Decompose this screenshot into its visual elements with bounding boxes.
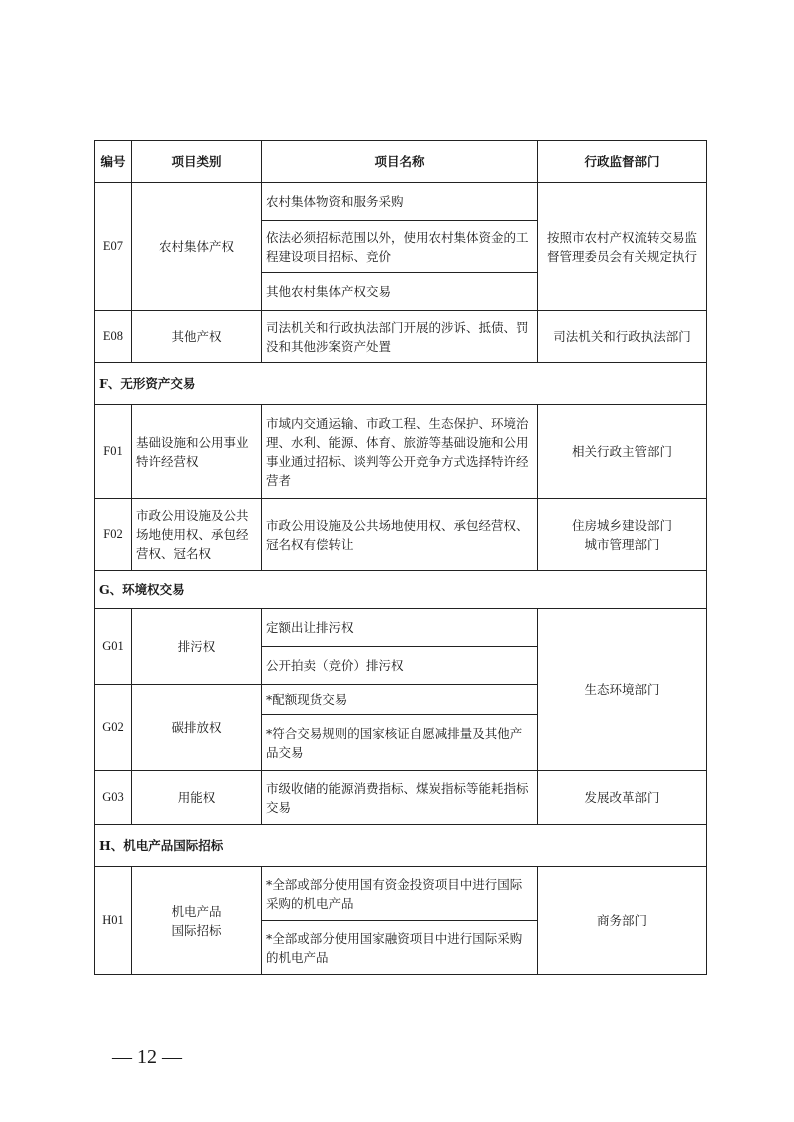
header-category: 项目类别 — [132, 141, 262, 183]
row-code: F02 — [95, 499, 132, 571]
row-category: 基础设施和公用事业特许经营权 — [132, 405, 262, 499]
table-row — [95, 771, 707, 825]
table-row — [95, 609, 707, 647]
section-heading: H、机电产品国际招标 — [95, 825, 707, 867]
row-code: E08 — [95, 311, 132, 363]
row-item: 司法机关和行政执法部门开展的涉诉、抵债、罚没和其他涉案资产处置 — [262, 311, 538, 363]
row-item: 市域内交通运输、市政工程、生态保护、环境治理、水利、能源、体育、旅游等基础设施和公用事业通过招标、谈判等公开竞争方式选择特许经营者 — [262, 405, 538, 499]
section-heading: G、环境权交易 — [95, 571, 707, 609]
row-item: 公开拍卖（竞价）排污权 — [262, 647, 538, 685]
row-dept: 司法机关和行政执法部门 — [538, 311, 707, 363]
row-category: 排污权 — [132, 609, 262, 685]
row-code: F01 — [95, 405, 132, 499]
table-row — [95, 311, 707, 363]
dept-line: 城市管理部门 — [584, 536, 660, 552]
row-item: 农村集体物资和服务采购 — [262, 183, 538, 221]
row-item: 依法必须招标范围以外，使用农村集体资金的工程建设项目招标、竞价 — [262, 221, 538, 273]
row-dept: 相关行政主管部门 — [538, 405, 707, 499]
row-item: 定额出让排污权 — [262, 609, 538, 647]
row-category: 碳排放权 — [132, 685, 262, 771]
row-item: *配额现货交易 — [262, 685, 538, 715]
row-code: E07 — [95, 183, 132, 311]
row-category — [132, 867, 262, 975]
row-item: 其他农村集体产权交易 — [262, 273, 538, 311]
table-row — [95, 867, 707, 921]
header-supervision-dept: 行政监督部门 — [538, 141, 707, 183]
table-row — [95, 499, 707, 571]
row-category: 农村集体产权 — [132, 183, 262, 311]
row-category: 用能权 — [132, 771, 262, 825]
row-code: G03 — [95, 771, 132, 825]
row-category: 市政公用设施及公共场地使用权、承包经营权、冠名权 — [132, 499, 262, 571]
section-row — [95, 363, 707, 405]
category-line: 机电产品 — [171, 903, 222, 919]
row-category: 其他产权 — [132, 311, 262, 363]
table-header-row — [95, 141, 707, 183]
row-item: *全部或部分使用国家融资项目中进行国际采购的机电产品 — [262, 921, 538, 975]
row-code: G01 — [95, 609, 132, 685]
category-line: 国际招标 — [171, 922, 222, 938]
row-dept: 生态环境部门 — [538, 609, 707, 771]
row-dept: 商务部门 — [538, 867, 707, 975]
row-item: *全部或部分使用国有资金投资项目中进行国际采购的机电产品 — [262, 867, 538, 921]
section-heading: F、无形资产交易 — [95, 363, 707, 405]
row-item: 市政公用设施及公共场地使用权、承包经营权、冠名权有偿转让 — [262, 499, 538, 571]
header-code: 编号 — [95, 141, 132, 183]
row-dept — [538, 499, 707, 571]
header-item-name: 项目名称 — [262, 141, 538, 183]
table-row — [95, 405, 707, 499]
row-code: H01 — [95, 867, 132, 975]
row-dept: 按照市农村产权流转交易监督管理委员会有关规定执行 — [538, 183, 707, 311]
section-row — [95, 825, 707, 867]
row-item: 市级收储的能源消费指标、煤炭指标等能耗指标交易 — [262, 771, 538, 825]
row-dept: 发展改革部门 — [538, 771, 707, 825]
row-code: G02 — [95, 685, 132, 771]
dept-line: 住房城乡建设部门 — [571, 517, 672, 533]
table-row — [95, 183, 707, 221]
project-table — [94, 140, 707, 975]
page-number: — 12 — — [112, 1046, 182, 1068]
row-item: *符合交易规则的国家核证自愿减排量及其他产品交易 — [262, 715, 538, 771]
section-row — [95, 571, 707, 609]
